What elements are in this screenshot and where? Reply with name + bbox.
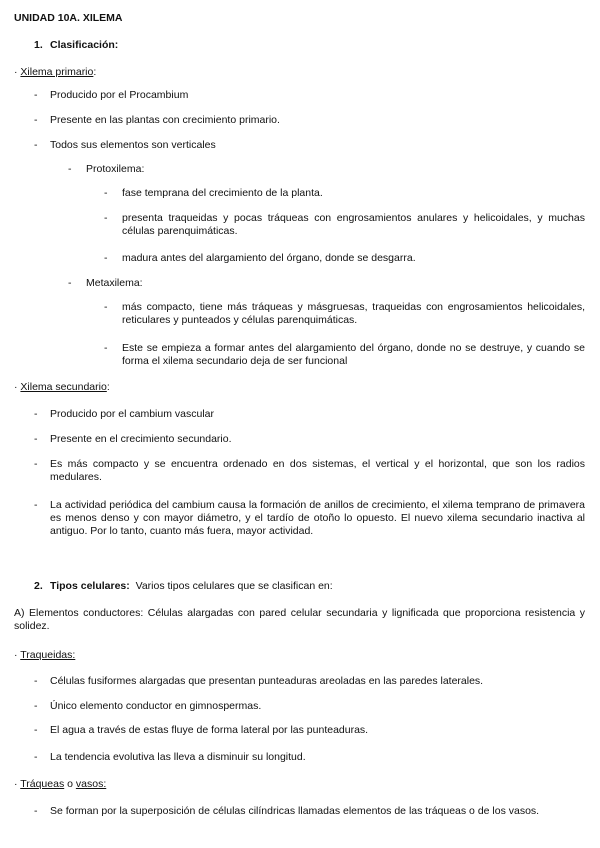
dash: - (34, 499, 38, 511)
dash: - (34, 675, 38, 687)
traqueas-label: Tráqueas (20, 778, 65, 790)
dash: - (34, 89, 38, 101)
traqueas-heading (14, 778, 106, 791)
list-item: Se forman por la superposición de células cilíndricas llamadas elementos de las tráqueas o de los vasos. (50, 805, 540, 817)
dash: - (104, 252, 108, 264)
dash: - (104, 301, 108, 313)
dash: - (34, 114, 38, 126)
section-2-number: 2. (34, 580, 43, 592)
xilema-primario-label: Xilema primario (20, 66, 94, 78)
section-1-number: 1. (34, 39, 43, 51)
list-item: Producido por el cambium vascular (50, 408, 214, 420)
dash: - (68, 163, 72, 175)
dash: - (68, 277, 72, 289)
list-item: más compacto, tiene más tráqueas y másgruesas, traqueidas con engrosamientos helicoidales, reticulares y punteados y células parenquimáticas. (122, 301, 585, 326)
bullet-dot: · (14, 381, 18, 393)
section-2-title: Tipos celulares: (50, 580, 130, 592)
list-item: Este se empieza a formar antes del alargamiento del órgano, donde no se destruye, y cuando se forma el xilema secundario deja de ser funcional (122, 342, 585, 367)
dash: - (34, 724, 38, 736)
dash: - (104, 342, 108, 354)
xilema-secundario-label: Xilema secundario (20, 381, 107, 393)
traqueas-conjunction: o (67, 778, 73, 790)
dash: - (34, 751, 38, 763)
list-item: Es más compacto y se encuentra ordenado en dos sistemas, el vertical y el horizontal, que son los radios medulares. (50, 458, 585, 483)
list-item: El agua a través de estas fluye de forma lateral por las punteaduras. (50, 724, 369, 736)
list-item: Único elemento conductor en gimnospermas. (50, 700, 262, 712)
xilema-secundario-heading (14, 381, 110, 394)
list-item: Producido por el Procambium (50, 89, 189, 101)
elementos-conductores-paragraph: A) Elementos conductores: Células alargadas con pared celular secundaria y lignificada que proporciona resistencia y solidez. (14, 607, 585, 632)
list-item: Todos sus elementos son verticales (50, 139, 216, 151)
section-1-title: Clasificación: (50, 39, 119, 51)
vasos-label: vasos: (75, 778, 107, 790)
colon: : (106, 381, 110, 393)
traqueidas-label: Traqueidas: (20, 649, 76, 661)
bullet-dot: · (14, 649, 18, 661)
protoxilema-label: Protoxilema: (86, 163, 145, 175)
xilema-primario-heading (14, 66, 96, 79)
list-item: La actividad periódica del cambium causa la formación de anillos de crecimiento, el xilema temprano de primavera es menos denso y con mayor diámetro, y el tardío de otoño lo opuesto. El nuevo xilema secundario inactiva al antiguo. Por lo tanto, cuanto más fuera, mayor actividad. (50, 499, 585, 537)
dash: - (34, 458, 38, 470)
dash: - (34, 805, 38, 817)
metaxilema-label: Metaxilema: (86, 277, 143, 289)
traqueidas-heading (14, 649, 75, 662)
list-item: fase temprana del crecimiento de la planta. (122, 187, 323, 199)
list-item: La tendencia evolutiva las lleva a disminuir su longitud. (50, 751, 306, 763)
section-2-heading (50, 580, 333, 593)
bullet-dot: · (14, 66, 18, 78)
list-item: presenta traqueidas y pocas tráqueas con engrosamientos anulares y helicoidales, y muchas células parenquimáticas. (122, 212, 585, 237)
list-item: Células fusiformes alargadas que presentan punteaduras areoladas en las paredes laterales. (50, 675, 484, 687)
page-title: UNIDAD 10A. XILEMA (14, 12, 123, 24)
bullet-dot: · (14, 778, 18, 790)
dash: - (104, 212, 108, 224)
list-item: Presente en las plantas con crecimiento primario. (50, 114, 280, 126)
section-2-intro: Varios tipos celulares que se clasifican en: (135, 580, 333, 592)
list-item: Presente en el crecimiento secundario. (50, 433, 232, 445)
colon: : (93, 66, 97, 78)
dash: - (34, 139, 38, 151)
dash: - (34, 700, 38, 712)
dash: - (34, 433, 38, 445)
dash: - (34, 408, 38, 420)
list-item: madura antes del alargamiento del órgano, donde se desgarra. (122, 252, 416, 264)
dash: - (104, 187, 108, 199)
